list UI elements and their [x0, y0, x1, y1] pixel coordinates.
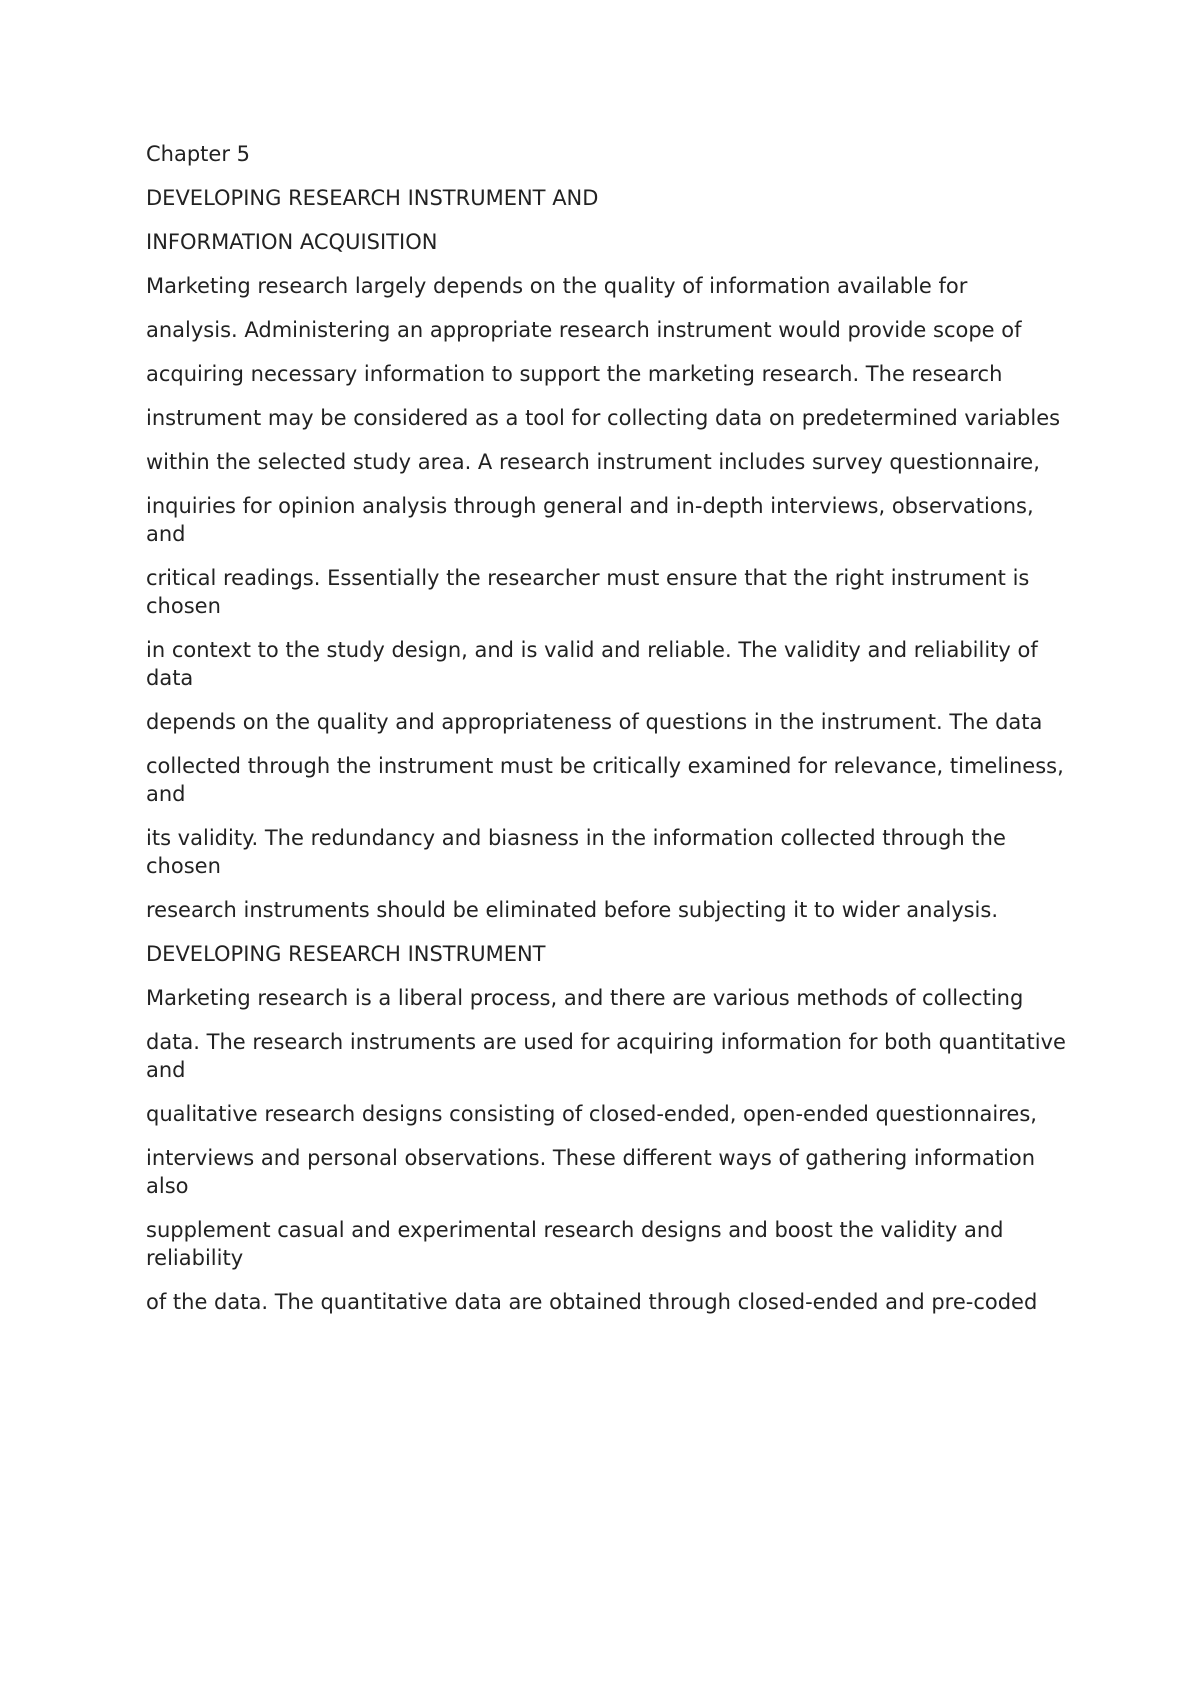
- body-line: its validity. The redundancy and biasness in the information collected through the chosen: [146, 826, 1006, 878]
- section-line: interviews and personal observations. These different ways of gathering information also: [146, 1146, 1036, 1198]
- body-line: critical readings. Essentially the researcher must ensure that the right instrument is chosen: [146, 566, 1030, 618]
- section-line: of the data. The quantitative data are obtained through closed-ended and pre-coded: [146, 1290, 1038, 1314]
- chapter-title-line-2: INFORMATION ACQUISITION: [146, 230, 438, 254]
- body-line: Marketing research largely depends on the quality of information available for: [146, 274, 968, 298]
- body-line: research instruments should be eliminated before subjecting it to wider analysis.: [146, 898, 999, 922]
- chapter-number: Chapter 5: [146, 142, 250, 166]
- body-line: instrument may be considered as a tool for collecting data on predetermined variables: [146, 406, 1061, 430]
- body-line: depends on the quality and appropriateness of questions in the instrument. The data: [146, 710, 1043, 734]
- body-line: within the selected study area. A research instrument includes survey questionnaire,: [146, 450, 1040, 474]
- section-line: supplement casual and experimental research designs and boost the validity and reliability: [146, 1218, 1004, 1270]
- body-line: collected through the instrument must be critically examined for relevance, timeliness, and: [146, 754, 1064, 806]
- section-line: data. The research instruments are used for acquiring information for both quantitative and: [146, 1030, 1066, 1082]
- section-line: Marketing research is a liberal process, and there are various methods of collecting: [146, 986, 1024, 1010]
- section-line: qualitative research designs consisting of closed-ended, open-ended questionnaires,: [146, 1102, 1037, 1126]
- chapter-title-line-1: DEVELOPING RESEARCH INSTRUMENT AND: [146, 186, 599, 210]
- body-line: analysis. Administering an appropriate research instrument would provide scope of: [146, 318, 1022, 342]
- body-line: acquiring necessary information to support the marketing research. The research: [146, 362, 1003, 386]
- section-heading: DEVELOPING RESEARCH INSTRUMENT: [146, 942, 546, 966]
- document-body: [146, 140, 1066, 1332]
- body-line: in context to the study design, and is valid and reliable. The validity and reliability of data: [146, 638, 1038, 690]
- body-line: inquiries for opinion analysis through general and in-depth interviews, observations, and: [146, 494, 1034, 546]
